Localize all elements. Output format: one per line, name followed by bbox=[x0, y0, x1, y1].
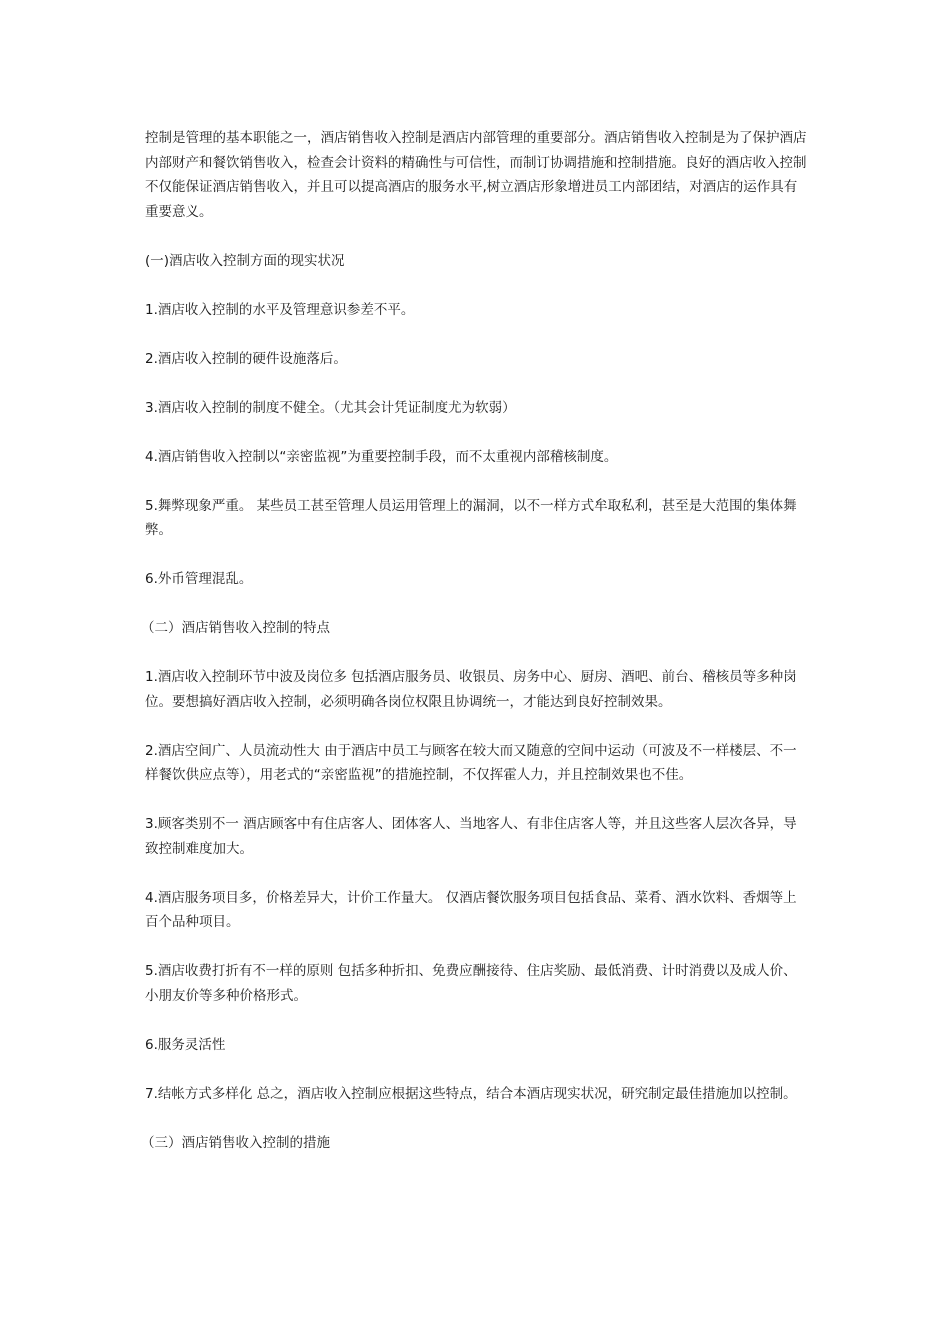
list-item: 4.酒店服务项目多，价格差异大，计价工作量大。 仅酒店餐饮服务项目包括食品、菜肴、酒水饮料、香烟等上百个品种项目。 bbox=[145, 889, 797, 930]
list-item: 5.酒店收费打折有不一样的原则 包括多种折扣、免费应酬接待、住店奖励、最低消费、计时消费以及成人价、小朋友价等多种价格形式。 bbox=[145, 963, 797, 1004]
list-item: 3.酒店收入控制的制度不健全。（尤其会计凭证制度尤为软弱） bbox=[145, 399, 516, 416]
list-item: 2.酒店收入控制的硬件设施落后。 bbox=[145, 350, 347, 367]
document-body bbox=[141, 126, 810, 1180]
list-item: 3.顾客类别不一 酒店顾客中有住店客人、团体客人、当地客人、有非住店客人等，并且这些客人层次各异，导致控制难度加大。 bbox=[145, 816, 797, 857]
list-item: 5.舞弊现象严重。 某些员工甚至管理人员运用管理上的漏洞，以不一样方式牟取私利，甚至是大范围的集体舞弊。 bbox=[145, 497, 797, 538]
list-item: 1.酒店收入控制环节中波及岗位多 包括酒店服务员、收银员、房务中心、厨房、酒吧、前台、稽核员等多种岗位。要想搞好酒店收入控制，必须明确各岗位权限且协调统一，才能达到良好控制效果。 bbox=[145, 669, 797, 710]
list-item: 6.服务灵活性 bbox=[145, 1036, 226, 1053]
section-heading-3: （三）酒店销售收入控制的措施 bbox=[141, 1134, 330, 1151]
list-item: 7.结帐方式多样化 总之，酒店收入控制应根据这些特点，结合本酒店现实状况，研究制定最佳措施加以控制。 bbox=[145, 1085, 797, 1102]
list-item: 6.外币管理混乱。 bbox=[145, 571, 253, 587]
list-item: 2.酒店空间广、人员流动性大 由于酒店中员工与顾客在较大而又随意的空间中运动（可波及不一样楼层、不一样餐饮供应点等），用老式的“亲密监视”的措施控制，不仅挥霍人力，并且控制效果也不佳。 bbox=[145, 742, 797, 783]
list-item: 1.酒店收入控制的水平及管理意识参差不平。 bbox=[145, 301, 415, 318]
section-heading-2: （二）酒店销售收入控制的特点 bbox=[141, 620, 330, 636]
section-heading-1: (一)酒店收入控制方面的现实状况 bbox=[145, 252, 345, 269]
intro-paragraph: 控制是管理的基本职能之一，酒店销售收入控制是酒店内部管理的重要部分。酒店销售收入控制是为了保护酒店内部财产和餐饮销售收入，检查会计资料的精确性与可信性，而制订协调措施和控制措施。良好的酒店收入控制不仅能保证酒店销售收入，并且可以提高酒店的服务水平,树立酒店形象增进员工内部团结，对酒店的运作具有重要意义。 bbox=[145, 130, 807, 220]
list-item: 4.酒店销售收入控制以“亲密监视”为重要控制手段，而不太重视内部稽核制度。 bbox=[145, 448, 618, 465]
